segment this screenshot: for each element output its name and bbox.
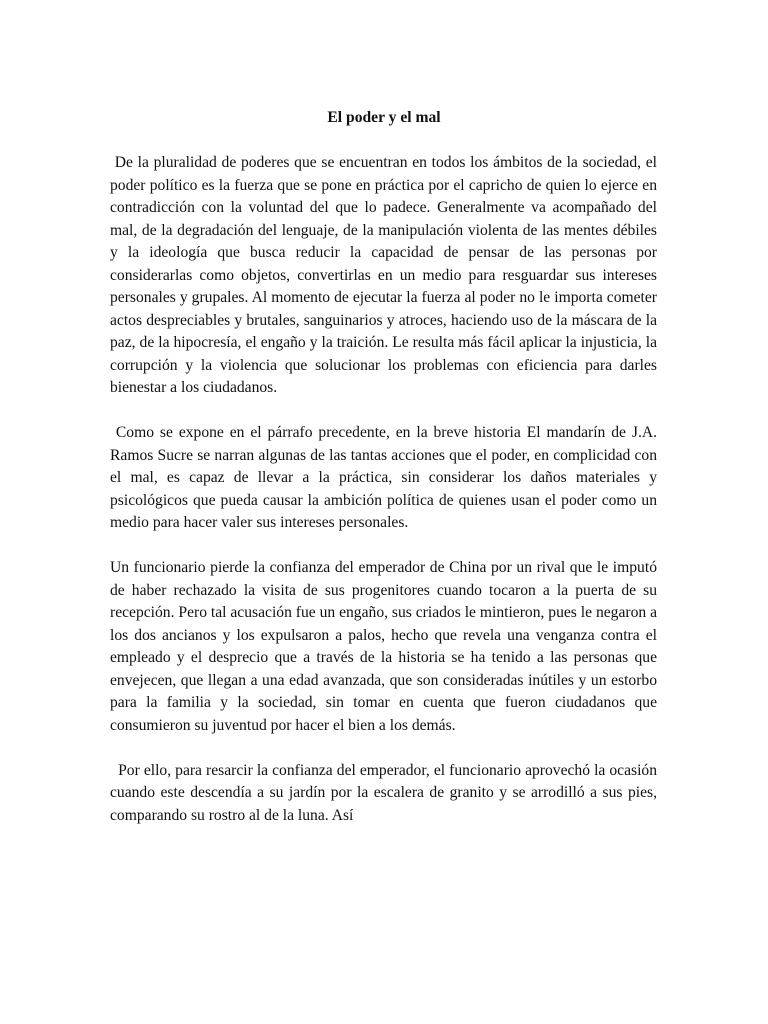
paragraph-2: Como se expone en el párrafo precedente, en la breve historia El mandarín de J.A. Ramos Sucre se narran algunas de las tantas acciones que el poder, en complicidad con el mal, es capaz de llevar a la práctica, sin considerar los daños materiales y psicológicos que pueda causar la ambición política de quienes usan el poder como un medio para hacer valer sus intereses personales.: [110, 424, 661, 531]
document-body: [110, 107, 661, 827]
paragraph-4: Por ello, para resarcir la confianza del emperador, el funcionario aprovechó la ocasión cuando este descendía a su jardín por la escalera de granito y se arrodilló a sus pies, comparando su rostro al de la luna. Así: [110, 761, 661, 824]
paragraph-1: De la pluralidad de poderes que se encuentran en todos los ámbitos de la sociedad, el poder político es la fuerza que se pone en práctica por el capricho de quien lo ejerce en contradicción con la voluntad del que lo padece. Generalmente va acompañado del mal, de la degradación del lenguaje, de la manipulación violenta de las mentes débiles y la ideología que busca reducir la capacidad de pensar de las personas por considerarlas como objetos, convertirlas en un medio para resguardar sus intereses personales y grupales. Al momento de ejecutar la fuerza al poder no le importa cometer actos despreciables y brutales, sanguinarios y atroces, haciendo uso de la máscara de la paz, de la hipocresía, el engaño y la traición. Le resulta más fácil aplicar la injusticia, la corrupción y la violencia que solucionar los problemas con eficiencia para darles bienestar a los ciudadanos.: [110, 154, 661, 396]
paragraph-3: Un funcionario pierde la confianza del emperador de China por un rival que le imputó de haber rechazado la visita de sus progenitores cuando tocaron a la puerta de su recepción. Pero tal acusación fue un engaño, sus criados le mintieron, pues le negaron a los dos ancianos y los expulsaron a palos, hecho que revela una venganza contra el empleado y el desprecio que a través de la historia se ha tenido a las personas que envejecen, que llegan a una edad avanzada, que son consideradas inútiles y un estorbo para la familia y la sociedad, sin tomar en cuenta que fueron ciudadanos que consumieron su juventud por hacer el bien a los demás.: [110, 559, 657, 734]
document-title: El poder y el mal: [327, 109, 441, 126]
